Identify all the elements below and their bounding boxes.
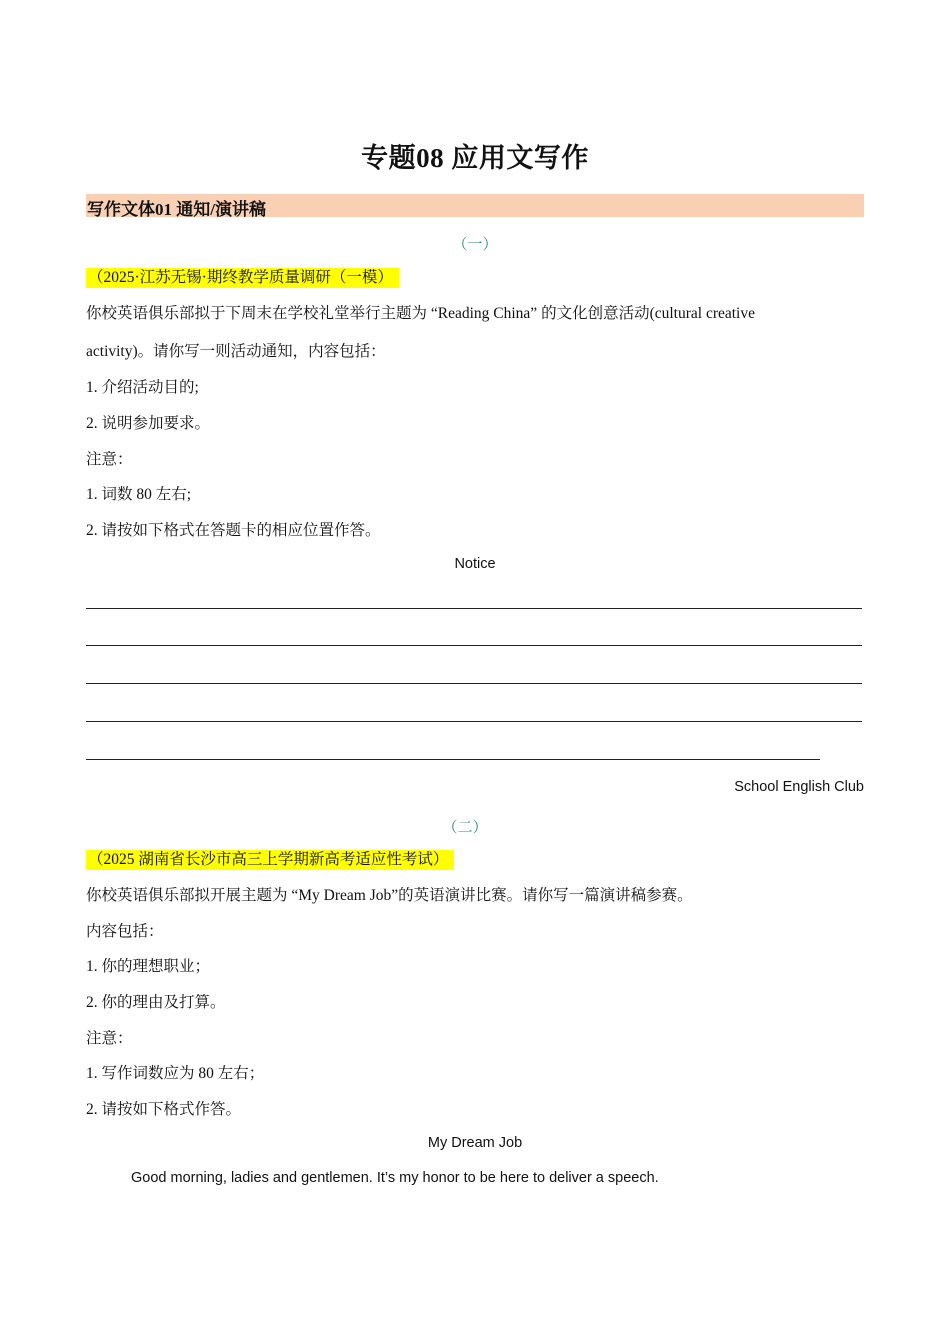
section-heading: 写作文体01 通知/演讲稿 bbox=[87, 200, 266, 219]
answer-line-4 bbox=[86, 721, 862, 722]
task2-number-label: （二） bbox=[442, 820, 488, 836]
task1-note1: 1. 词数 80 左右; bbox=[86, 486, 192, 503]
task1-signature: School English Club bbox=[734, 779, 864, 795]
task2-opening: Good morning, ladies and gentlemen. It’s my honor to be here to deliver a speech. bbox=[131, 1170, 659, 1186]
page-title: 专题08 应用文写作 bbox=[361, 143, 589, 173]
task1-note-label: 注意： bbox=[86, 451, 133, 468]
answer-line-3 bbox=[86, 683, 862, 684]
task1-heading: Notice bbox=[454, 556, 496, 572]
answer-line-1 bbox=[86, 608, 862, 609]
task2-content-label: 内容包括： bbox=[86, 923, 164, 940]
task1-point2: 2. 说明参加要求。 bbox=[86, 415, 211, 432]
task1-number-label: （一） bbox=[452, 237, 498, 253]
answer-line-2 bbox=[86, 645, 862, 646]
task2-note1: 1. 写作词数应为 80 左右； bbox=[86, 1065, 265, 1082]
answer-line-5 bbox=[86, 759, 820, 760]
task2-heading: My Dream Job bbox=[427, 1135, 523, 1151]
task1-point1: 1. 介绍活动目的; bbox=[86, 379, 199, 396]
task2-prompt-line1: 你校英语俱乐部拟开展主题为 “My Dream Job”的英语演讲比赛。请你写一篇演讲稿参赛。 bbox=[86, 887, 693, 904]
section-heading-bar bbox=[86, 194, 864, 217]
task2-note2: 2. 请按如下格式作答。 bbox=[86, 1101, 242, 1118]
task1-source: （2025·江苏无锡·期终教学质量调研（一模） bbox=[86, 268, 399, 288]
task1-prompt-line2: activity)。请你写一则活动通知，内容包括： bbox=[86, 343, 386, 360]
task2-source: （2025 湖南省长沙市高三上学期新高考适应性考试） bbox=[86, 850, 454, 870]
task2-point2: 2. 你的理由及打算。 bbox=[86, 994, 226, 1011]
task1-prompt-line1: 你校英语俱乐部拟于下周末在学校礼堂举行主题为 “Reading China” 的文化创意活动(cultural creative bbox=[86, 305, 755, 322]
task1-note2: 2. 请按如下格式在答题卡的相应位置作答。 bbox=[86, 522, 381, 539]
task2-point1: 1. 你的理想职业； bbox=[86, 958, 211, 975]
task2-note-label: 注意： bbox=[86, 1030, 133, 1047]
